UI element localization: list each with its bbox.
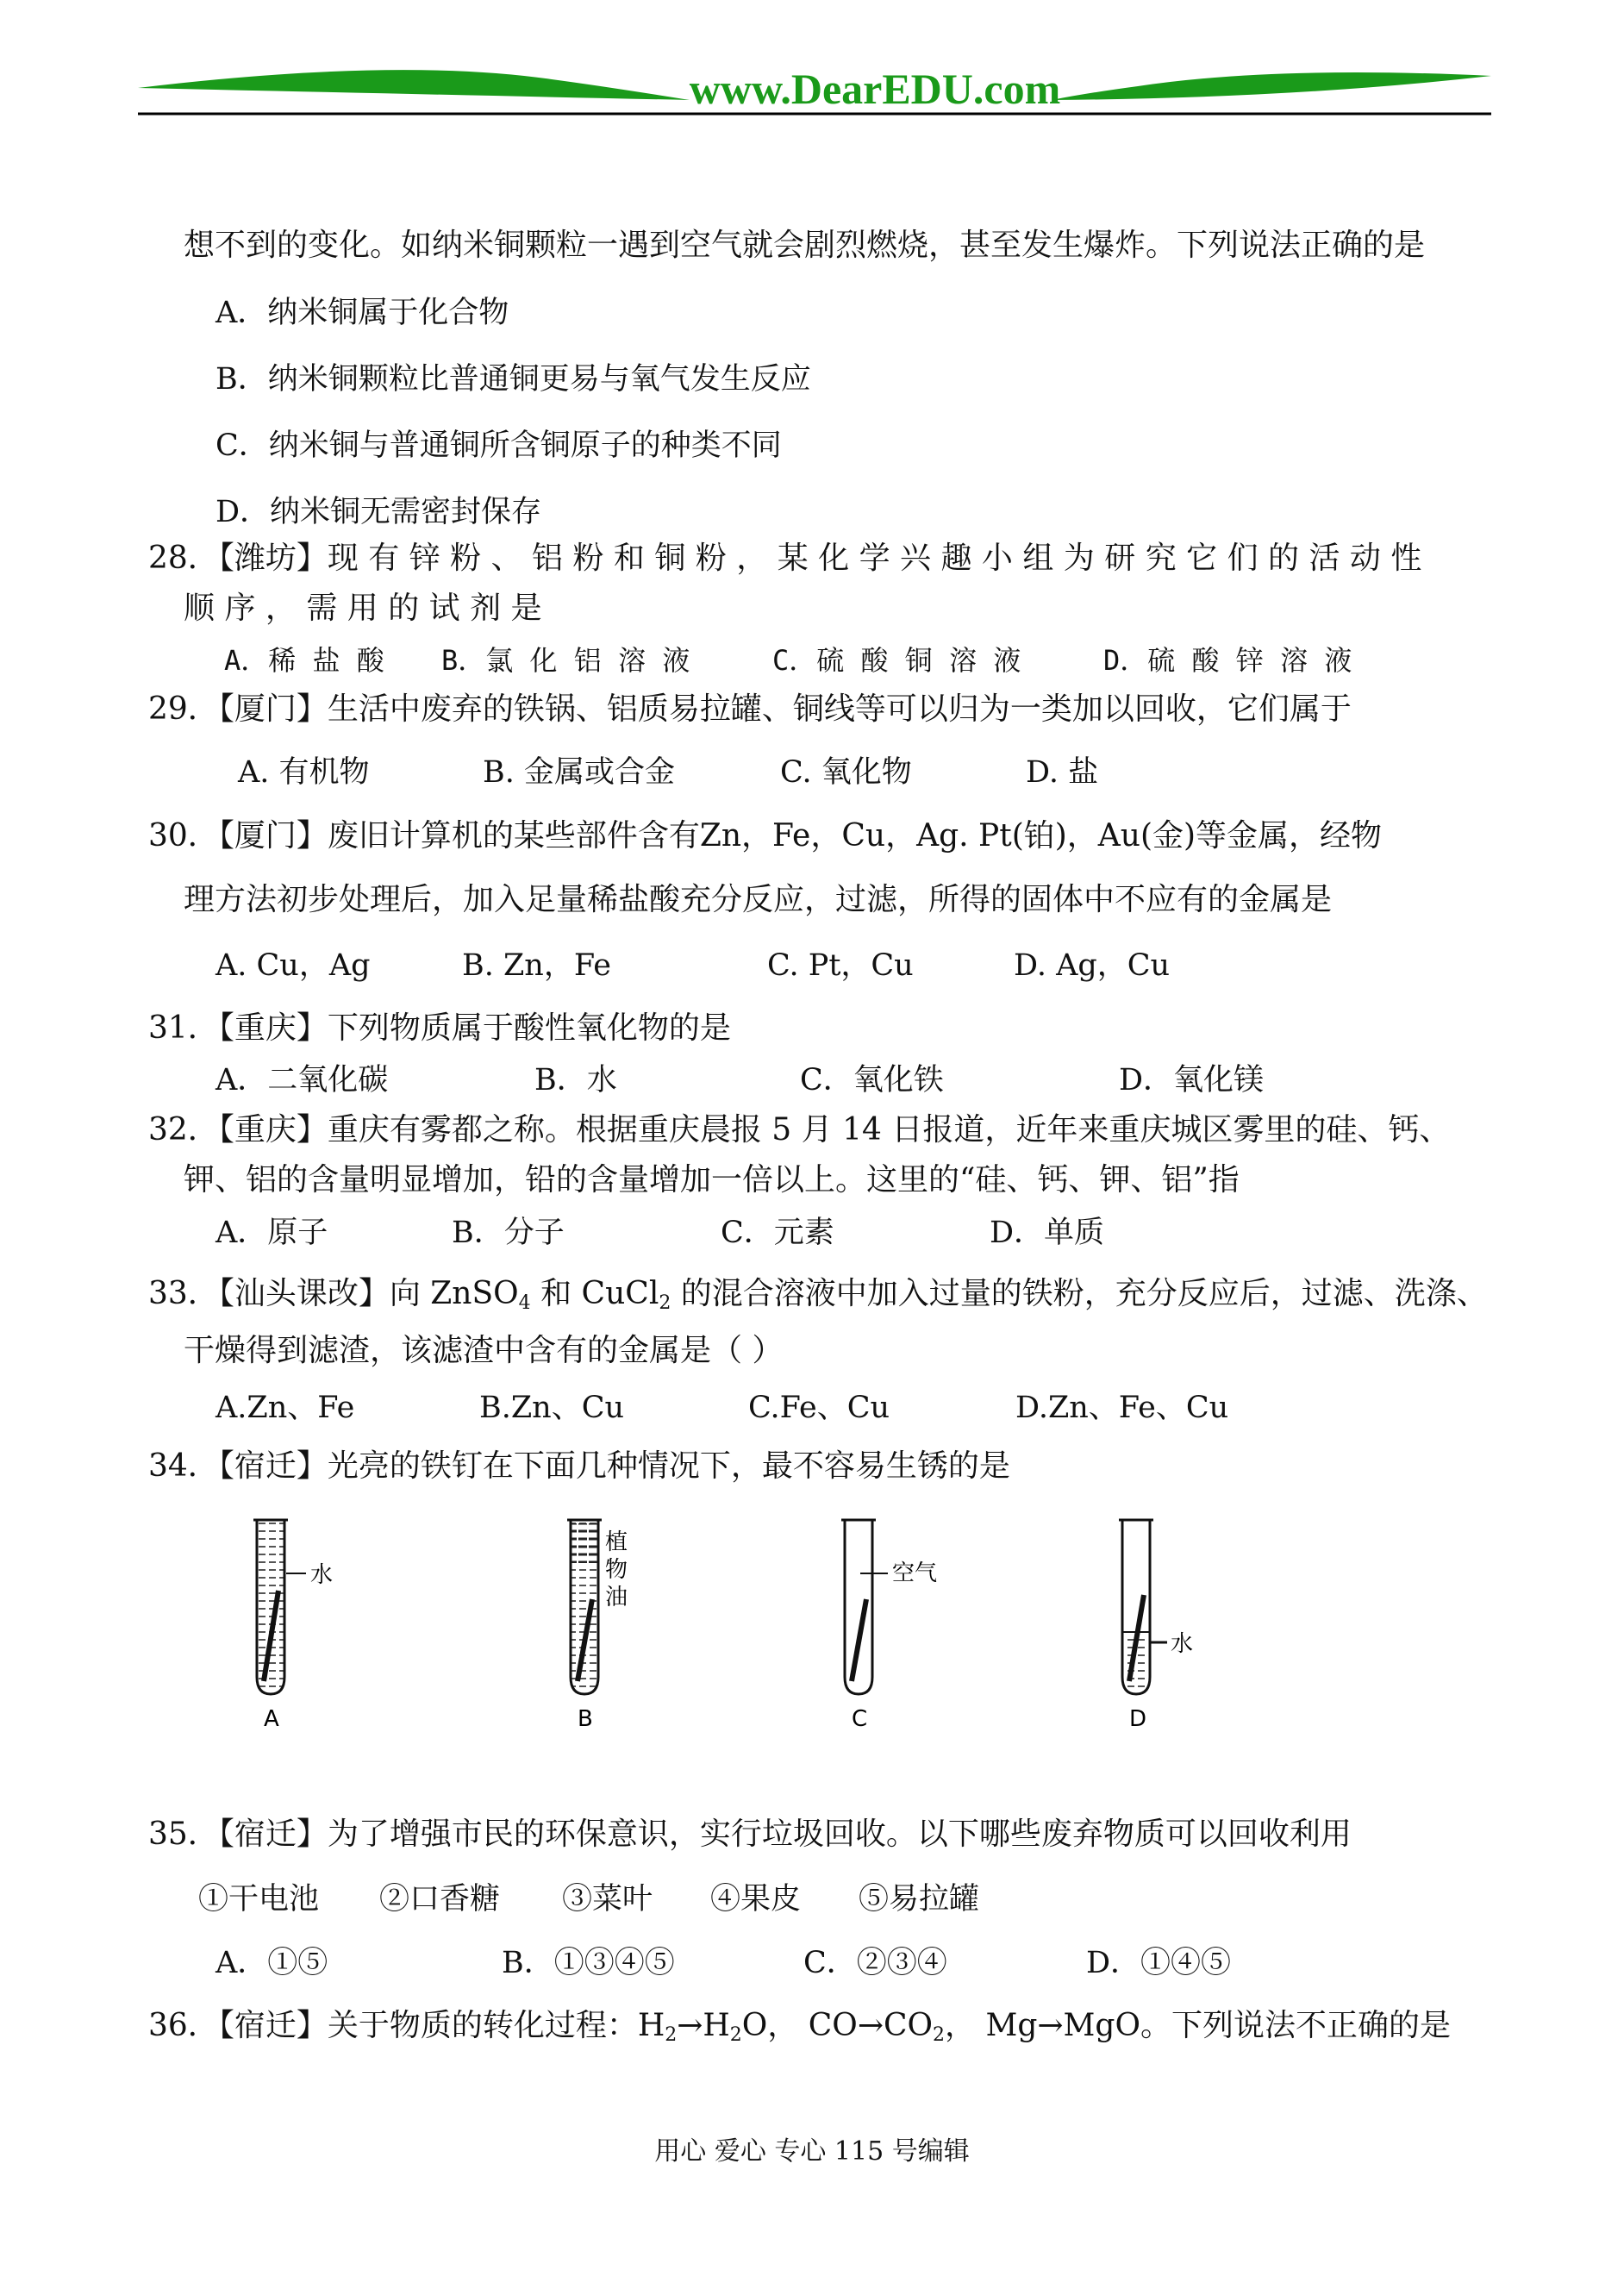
q35-item-5: ⑤易拉罐: [859, 1882, 980, 1917]
question-text: 废旧计算机的某些部件含有Zn，Fe，Cu，Ag. Pt(铂)，Au(金)等金属，经物: [327, 818, 1383, 854]
question-29: [148, 690, 1352, 729]
question-number: 31．: [148, 1010, 219, 1046]
question-source: 【宿迁】: [218, 1448, 328, 1484]
tube-b-oil-label-2: 物: [605, 1557, 628, 1583]
q31-option-b: B．水: [534, 1063, 617, 1097]
header-banner: [138, 60, 1491, 121]
question-28: [148, 539, 1421, 578]
q33-option-b: B.Zn、Cu: [479, 1391, 625, 1425]
question-text: 向 ZnSO$_4$ 和 CuCl$_2$ 的混合溶液中加入过量的铁粉，充分反应后，过滤、洗涤、: [389, 1276, 1488, 1314]
question-text: 光亮的铁钉在下面几种情况下，最不容易生锈的是: [327, 1448, 1010, 1484]
question-text: 生活中废弃的铁锅、铝质易拉罐、铜线等可以归为一类加以回收，它们属于: [327, 691, 1352, 727]
question-source: 【汕头课改】: [218, 1276, 390, 1311]
q35-item-2: ②口香糖: [379, 1882, 501, 1917]
tube-a-label: A: [264, 1706, 279, 1732]
q32-option-a: A．原子: [215, 1216, 328, 1250]
q30-option-d: D. Ag，Cu: [1014, 948, 1171, 983]
question-number: 29．: [148, 691, 219, 727]
question-31: [148, 1009, 731, 1048]
question-number: 35．: [148, 1817, 219, 1852]
leaf-right-decoration: [1052, 72, 1491, 100]
question-34: [148, 1447, 1010, 1486]
q35-item-1: ①干电池: [198, 1882, 320, 1917]
question-30: [148, 816, 1382, 856]
question-number: 28．: [148, 541, 219, 576]
q32-option-b: B．分子: [452, 1216, 565, 1250]
question-text: 下列物质属于酸性氧化物的是: [327, 1010, 731, 1046]
q31-option-a: A．二氧化碳: [215, 1063, 389, 1097]
question-36: [148, 2006, 1451, 2046]
q35-item-4: ④果皮: [710, 1882, 802, 1917]
tube-d-label: D: [1129, 1706, 1147, 1732]
tube-b-label: B: [578, 1706, 593, 1732]
question-33: [148, 1274, 1488, 1314]
question-33-line2: 干燥得到滤渣，该滤渣中含有的金属是（ ）: [184, 1333, 784, 1368]
question-number: 33．: [148, 1276, 219, 1311]
intro-option-a: A．纳米铜属于化合物: [215, 296, 509, 330]
q28-option-b: B．氯 化 铝 溶 液: [441, 644, 690, 677]
question-text: 重庆有雾都之称。根据重庆晨报 5 月 14 日报道，近年来重庆城区雾里的硅、钙、: [327, 1112, 1451, 1148]
q32-option-d: D．单质: [990, 1216, 1105, 1250]
q29-option-a: A. 有机物: [238, 755, 370, 790]
leaf-left-decoration: [138, 70, 690, 100]
tube-c-air-label: 空气: [892, 1560, 938, 1586]
q31-option-c: C．氧化铁: [800, 1063, 944, 1097]
q28-option-c: C．硫 酸 铜 溶 液: [772, 644, 1021, 677]
q29-option-d: D. 盐: [1026, 755, 1099, 790]
question-text: 现 有 锌 粉 、 铝 粉 和 铜 粉 ， 某 化 学 兴 趣 小 组 为 研 究 它 们 的 活 动 性: [327, 541, 1422, 576]
q32-option-c: C．元素: [721, 1216, 834, 1250]
q33-option-c: C.Fe、Cu: [748, 1391, 890, 1425]
question-source: 【重庆】: [218, 1010, 328, 1046]
q35-option-c: C．②③④: [803, 1946, 947, 1980]
q35-option-b: B．①③④⑤: [502, 1946, 675, 1980]
tube-b-oil-label-1: 植: [605, 1529, 628, 1555]
question-number: 36．: [148, 2008, 219, 2043]
question-32-line2: 钾、铝的含量明显增加，铅的含量增加一倍以上。这里的“硅、钙、钾、铝”指: [184, 1162, 1240, 1198]
q29-option-b: B. 金属或合金: [483, 755, 675, 790]
intro-option-b: B．纳米铜颗粒比普通铜更易与氧气发生反应: [215, 362, 811, 397]
test-tube-figure: [215, 1504, 1250, 1737]
question-source: 【宿迁】: [218, 2008, 328, 2043]
question-source: 【厦门】: [218, 818, 328, 854]
q30-option-c: C. Pt，Cu: [767, 948, 914, 983]
question-source: 【宿迁】: [218, 1817, 328, 1852]
tube-a: [253, 1520, 333, 1732]
q33-option-a: A.Zn、Fe: [215, 1391, 355, 1425]
tube-b-oil-label-3: 油: [605, 1585, 628, 1610]
question-source: 【潍坊】: [218, 541, 328, 576]
question-28-line2: 顺 序 ， 需 用 的 试 剂 是: [184, 591, 542, 626]
question-32: [148, 1110, 1450, 1150]
page-footer: 用心 爱心 专心 115 号编辑: [654, 2136, 970, 2167]
site-title: www.DearEDU.com: [689, 65, 1061, 113]
q30-option-a: A. Cu，Ag: [215, 948, 371, 983]
question-30-line2: 理方法初步处理后，加入足量稀盐酸充分反应，过滤，所得的固体中不应有的金属是: [184, 882, 1333, 917]
q35-item-3: ③菜叶: [562, 1882, 653, 1917]
question-35: [148, 1815, 1352, 1854]
q30-option-b: B. Zn，Fe: [462, 948, 611, 983]
question-text: 关于物质的转化过程：$H_2\to H_2O$， $CO\to CO_2$， Mg→MgO。下列说法不正确的是: [327, 2008, 1451, 2046]
question-source: 【厦门】: [218, 691, 328, 727]
tube-c-label: C: [852, 1706, 868, 1732]
intro-option-c: C．纳米铜与普通铜所含铜原子的种类不同: [215, 428, 782, 463]
question-source: 【重庆】: [218, 1112, 328, 1148]
question-number: 34．: [148, 1448, 219, 1484]
q28-option-d: D．硫 酸 锌 溶 液: [1103, 644, 1352, 677]
question-text: 为了增强市民的环保意识，实行垃圾回收。以下哪些废弃物质可以回收利用: [327, 1817, 1352, 1852]
intro-option-d: D．纳米铜无需密封保存: [215, 495, 542, 529]
q35-option-d: D．①④⑤: [1086, 1946, 1232, 1980]
question-number: 30．: [148, 818, 219, 854]
q29-option-c: C. 氧化物: [780, 755, 912, 790]
tube-a-water-label: 水: [310, 1562, 334, 1588]
tube-d-water-label: 水: [1171, 1631, 1194, 1657]
tube-c: [841, 1520, 937, 1732]
q28-option-a: A．稀 盐 酸: [224, 644, 384, 677]
q31-option-d: D．氧化镁: [1119, 1063, 1265, 1097]
q35-option-a: A．①⑤: [215, 1946, 328, 1980]
q33-option-d: D.Zn、Fe、Cu: [1015, 1391, 1229, 1425]
tube-d: [1119, 1520, 1193, 1732]
tube-b: [567, 1520, 628, 1732]
question-number: 32．: [148, 1112, 219, 1148]
intro-line: 想不到的变化。如纳米铜颗粒一遇到空气就会剧烈燃烧，甚至发生爆炸。下列说法正确的是: [184, 228, 1426, 263]
